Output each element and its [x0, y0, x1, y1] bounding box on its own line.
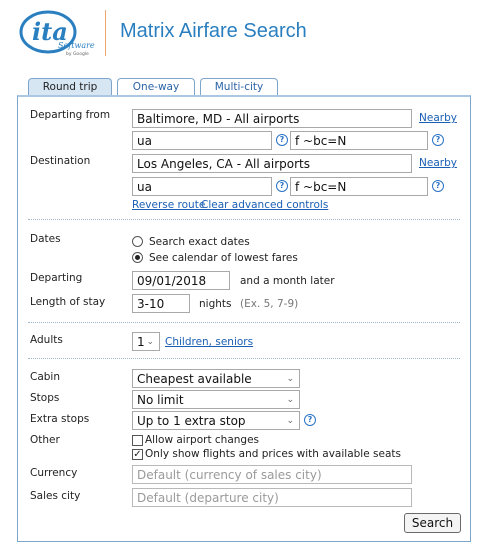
only-available-checkbox[interactable]: ✓: [133, 449, 142, 460]
header-divider: [105, 10, 106, 56]
origin-input[interactable]: Baltimore, MD - All airports: [132, 109, 412, 128]
reverse-route-link[interactable]: Reverse route: [132, 199, 206, 211]
extra-stops-value: Up to 1 extra stop: [137, 414, 246, 428]
month-later-text: and a month later: [240, 275, 335, 287]
dest-routing-input[interactable]: f ~bc=N: [290, 177, 428, 196]
help-icon[interactable]: ?: [432, 180, 444, 192]
other-label: Other: [30, 434, 60, 446]
search-form-panel: [17, 95, 471, 542]
calendar-label: See calendar of lowest fares: [149, 252, 298, 264]
tab-one-way[interactable]: One-way: [117, 78, 195, 96]
stops-value: No limit: [137, 393, 184, 407]
only-available-label: Only show flights and prices with available seats: [145, 448, 401, 460]
chevron-down-icon: ⌄: [286, 416, 294, 426]
departing-date-input[interactable]: 09/01/2018: [132, 271, 230, 290]
logo-text: ita: [32, 17, 68, 46]
extra-stops-select[interactable]: [132, 411, 300, 430]
logo-sub: Software: [58, 41, 95, 50]
chevron-down-icon: ⌄: [286, 395, 294, 405]
stops-select[interactable]: [132, 390, 300, 409]
allow-airport-changes-checkbox[interactable]: [132, 435, 143, 446]
divider: [28, 219, 460, 220]
sales-city-input[interactable]: Default (departure city): [132, 488, 412, 507]
adults-value: 1: [137, 335, 145, 349]
help-icon[interactable]: ?: [276, 180, 288, 192]
nights-label: nights: [199, 298, 232, 310]
cabin-label: Cabin: [30, 371, 61, 383]
dest-carrier-input[interactable]: ua: [132, 177, 272, 196]
sales-city-label: Sales city: [30, 490, 81, 502]
logo-by: by Google: [66, 52, 89, 57]
exact-dates-radio[interactable]: [132, 236, 143, 247]
length-of-stay-label: Length of stay: [30, 296, 106, 308]
departing-label: Departing: [30, 272, 83, 284]
exact-dates-label: Search exact dates: [149, 236, 250, 248]
adults-select[interactable]: [132, 332, 160, 351]
destination-nearby-link[interactable]: Nearby: [419, 157, 457, 169]
currency-label: Currency: [30, 467, 78, 479]
page-title: Matrix Airfare Search: [120, 20, 307, 42]
ita-software-logo: [18, 8, 100, 58]
tab-multi-city[interactable]: Multi-city: [200, 78, 278, 96]
adults-label: Adults: [30, 334, 63, 346]
allow-airport-changes-label: Allow airport changes: [145, 434, 260, 446]
help-icon[interactable]: ?: [276, 134, 288, 146]
clear-advanced-link[interactable]: Clear advanced controls: [201, 199, 329, 211]
origin-routing-input[interactable]: f ~bc=N: [290, 131, 428, 150]
divider: [28, 358, 460, 359]
dates-label: Dates: [30, 233, 61, 245]
origin-nearby-link[interactable]: Nearby: [419, 112, 457, 124]
destination-label: Destination: [30, 155, 91, 167]
length-of-stay-input[interactable]: 3-10: [132, 294, 190, 313]
stops-label: Stops: [30, 392, 60, 404]
origin-carrier-input[interactable]: ua: [132, 131, 272, 150]
divider: [28, 322, 460, 323]
cabin-value: Cheapest available: [137, 372, 252, 386]
destination-input[interactable]: Los Angeles, CA - All airports: [132, 154, 412, 173]
cabin-select[interactable]: [132, 369, 300, 388]
departing-from-label: Departing from: [30, 109, 111, 121]
tab-round-trip[interactable]: Round trip: [28, 78, 112, 97]
help-icon[interactable]: ?: [304, 414, 316, 426]
currency-input[interactable]: Default (currency of sales city): [132, 465, 412, 484]
calendar-radio[interactable]: [132, 252, 143, 263]
extra-stops-label: Extra stops: [30, 413, 90, 425]
search-button[interactable]: Search: [404, 513, 461, 533]
help-icon[interactable]: ?: [432, 134, 444, 146]
children-seniors-link[interactable]: Children, seniors: [165, 336, 254, 348]
chevron-down-icon: ⌄: [286, 374, 294, 384]
nights-hint: (Ex. 5, 7-9): [240, 298, 299, 310]
chevron-down-icon: ⌄: [146, 337, 154, 347]
